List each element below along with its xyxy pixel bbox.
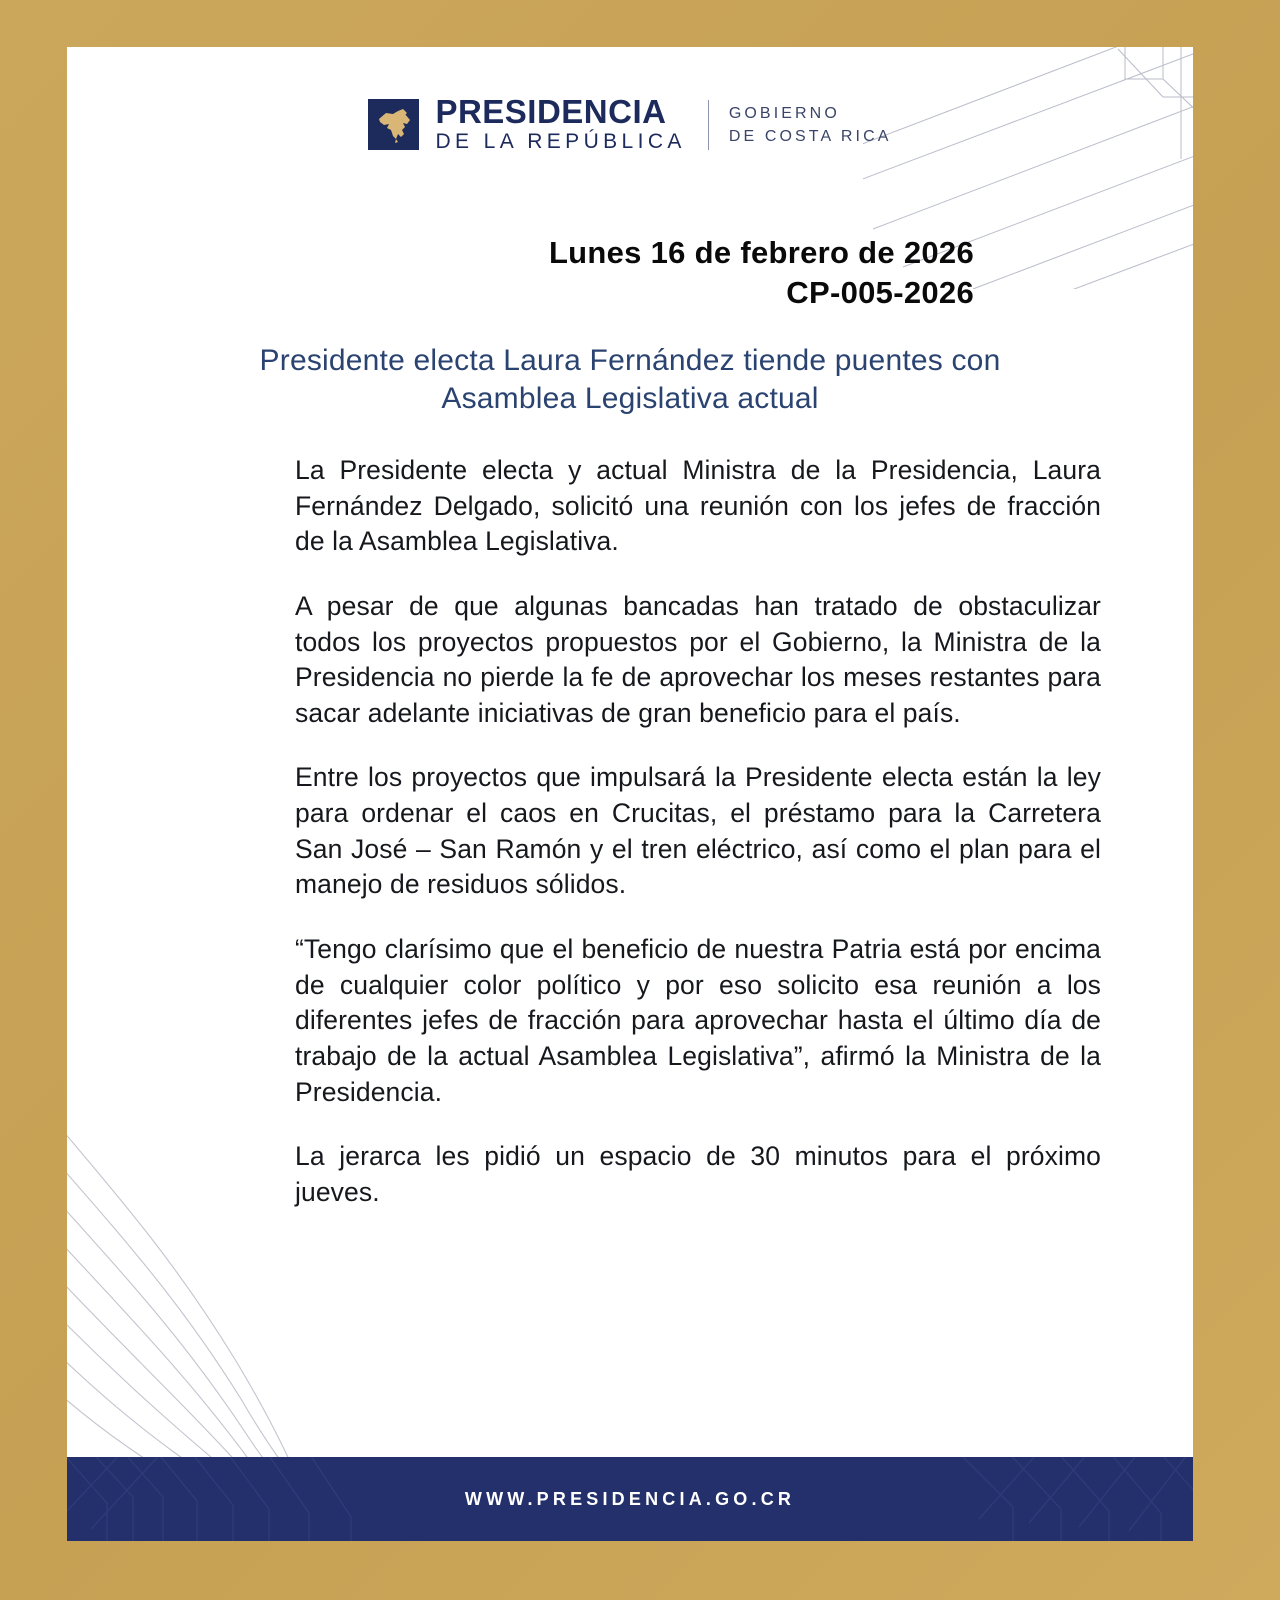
government-label — [729, 102, 892, 148]
press-release-page — [67, 47, 1193, 1541]
wordmark — [435, 95, 685, 155]
body-paragraph: La jerarca les pidió un espacio de 30 minutos para el próximo jueves. — [295, 1141, 1101, 1207]
release-reference: CP-005-2026 — [786, 274, 974, 310]
brand-header — [67, 95, 1193, 155]
government-label-line-1: GOBIERNO — [728, 104, 840, 122]
body-paragraph: La Presidente electa y actual Ministra de la Presidencia, Laura Fernández Delgado, solicitó una reunión con los jefes de fracción de la Asamblea Legislativa. — [295, 455, 1101, 557]
footer-decorative-lines-right — [893, 1457, 1193, 1541]
footer-bar — [67, 1457, 1193, 1541]
date-reference-block — [549, 233, 974, 312]
logo-divider — [708, 100, 709, 150]
website-url: WWW.PRESIDENCIA.GO.CR — [464, 1488, 796, 1509]
presidencia-emblem — [368, 99, 419, 150]
brand-name-primary: PRESIDENCIA — [435, 93, 667, 130]
body-copy — [295, 453, 1101, 1211]
costa-rica-map-icon — [374, 106, 414, 144]
footer-decorative-lines-left — [67, 1457, 487, 1541]
brand-name-secondary: DE LA REPÚBLICA — [435, 129, 686, 153]
body-paragraph: A pesar de que algunas bancadas han tratado de obstaculizar todos los proyectos propuestos por el Gobierno, la Ministra de la Presidencia no pierde la fe de aprovechar los meses restantes para sacar adelante iniciativas de gran beneficio para el país. — [295, 590, 1101, 728]
page-title: Presidente electa Laura Fernández tiende puentes con Asamblea Legislativa actual — [259, 344, 1001, 416]
body-paragraph: “Tengo clarísimo que el beneficio de nuestra Patria está por encima de cualquier color político y por eso solicito esa reunión a los diferentes jefes de fracción para aprovechar hasta el último día de trabajo de la actual Asamblea Legislativa”, afirmó la Ministra de la Presidencia. — [295, 934, 1101, 1107]
government-label-line-2: DE COSTA RICA — [728, 127, 892, 145]
body-paragraph: Entre los proyectos que impulsará la Presidente electa están la ley para ordenar el caos en Crucitas, el préstamo para la Carretera San José – San Ramón y el tren eléctrico, así como el plan para el manejo de residuos sólidos. — [295, 762, 1101, 900]
release-date: Lunes 16 de febrero de 2026 — [548, 235, 974, 270]
